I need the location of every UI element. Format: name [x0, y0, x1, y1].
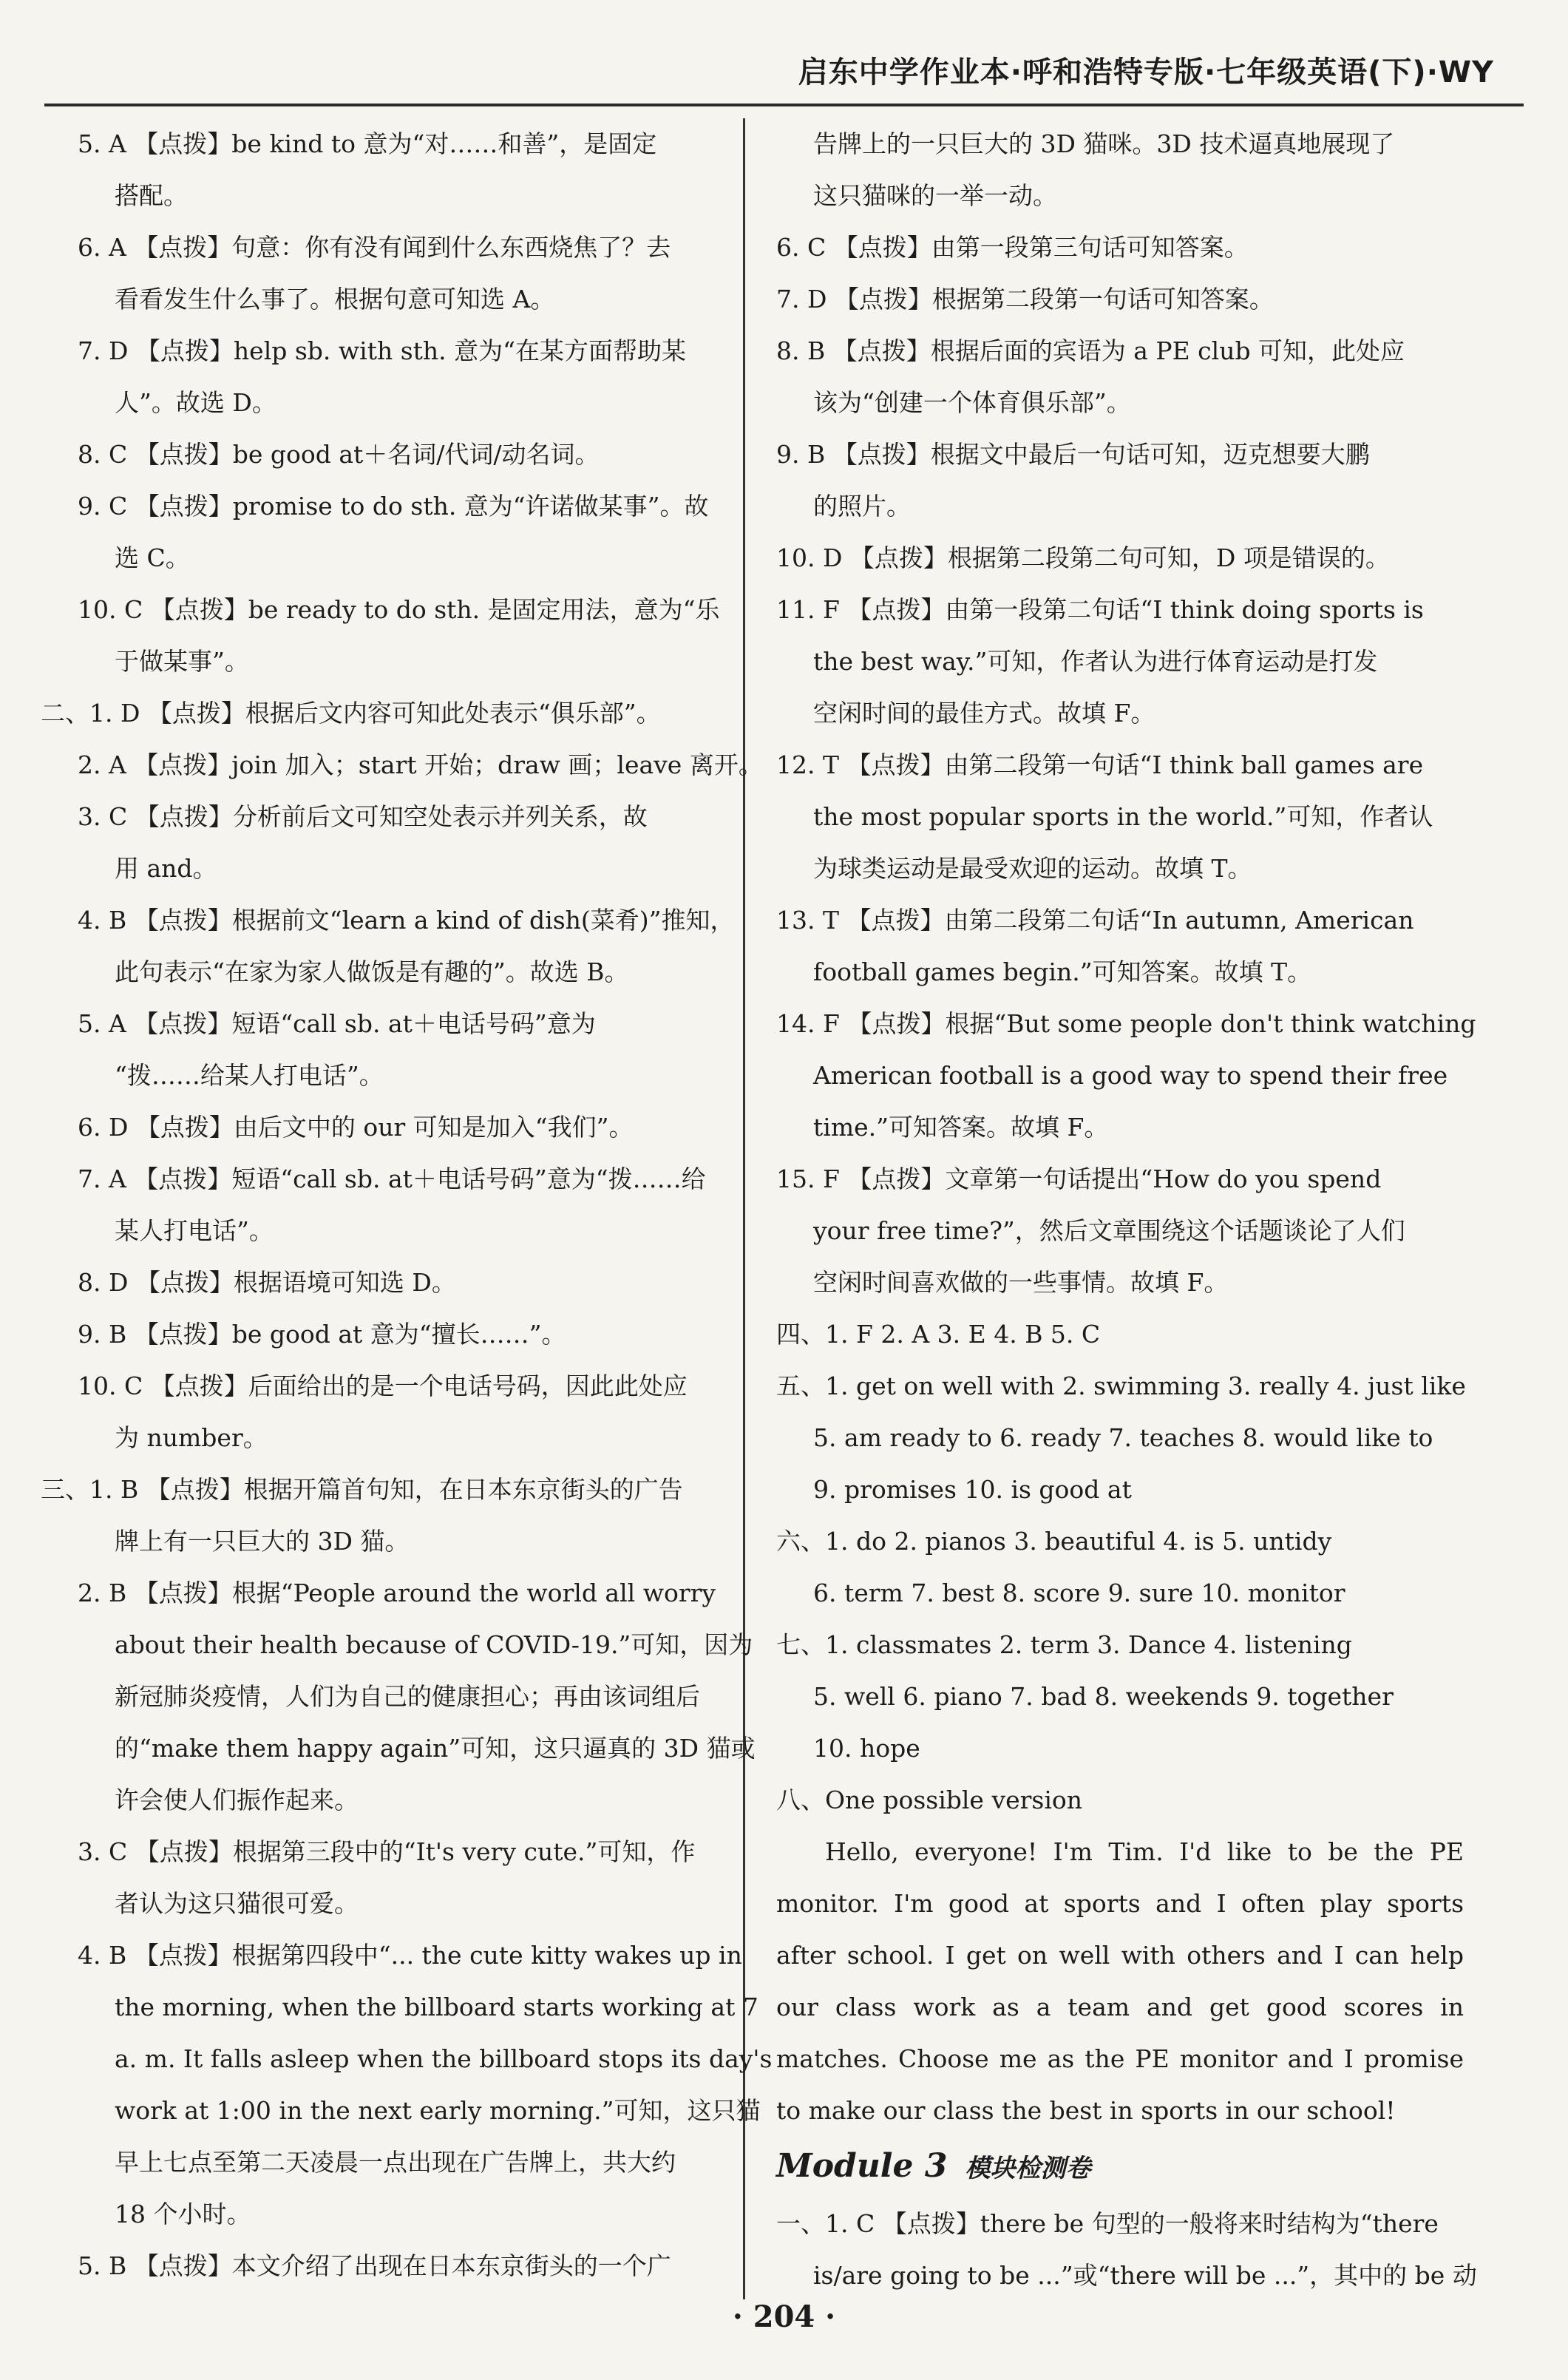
- answer-line: 5. B 【点拨】本文介绍了出现在日本东京街头的一个广: [78, 2251, 671, 2280]
- answer-line: 人”。故选 D。: [115, 388, 276, 417]
- answer-line: 6. term 7. best 8. score 9. sure 10. monitor: [813, 1579, 1345, 1607]
- answer-line: 11. F 【点拨】由第一段第二句话“I think doing sports is: [776, 595, 1424, 624]
- answer-line: football games begin.”可知答案。故填 T。: [813, 957, 1312, 986]
- answer-line: 新冠肺炎疫情，人们为自己的健康担心；再由该词组后: [115, 1682, 700, 1711]
- answer-line: 二、1. D 【点拨】根据后文内容可知此处表示“俱乐部”。: [41, 699, 661, 728]
- answer-line: 某人打电话”。: [115, 1216, 274, 1245]
- sample-essay: [776, 1826, 1464, 2137]
- answer-line: 该为“创建一个体育俱乐部”。: [813, 388, 1131, 417]
- answer-line: 的照片。: [813, 492, 911, 521]
- answer-line: 的“make them happy again”可知，这只逼真的 3D 猫或: [115, 1734, 756, 1763]
- answer-line: 8. B 【点拨】根据后面的宾语为 a PE club 可知，此处应: [776, 336, 1405, 365]
- answer-line: your free time?”，然后文章围绕这个话题谈论了人们: [813, 1216, 1405, 1245]
- answer-line: 4. B 【点拨】根据前文“learn a kind of dish(菜肴)”推知，: [78, 906, 735, 935]
- answer-line: 5. A 【点拨】短语“call sb. at＋电话号码”意为: [78, 1009, 596, 1038]
- answer-line: 15. F 【点拨】文章第一句话提出“How do you spend: [776, 1164, 1382, 1193]
- answer-line: 10. C 【点拨】be ready to do sth. 是固定用法，意为“乐: [78, 595, 720, 624]
- answer-line: 六、1. do 2. pianos 3. beautiful 4. is 5. untidy: [776, 1527, 1332, 1556]
- answer-line: 10. C 【点拨】后面给出的是一个电话号码，因此此处应: [78, 1372, 688, 1400]
- answer-line: 10. D 【点拨】根据第二段第二句可知，D 项是错误的。: [776, 543, 1390, 572]
- answer-line: 6. C 【点拨】由第一段第三句话可知答案。: [776, 233, 1249, 262]
- answer-line: a. m. It falls asleep when the billboard stops its day's: [115, 2044, 773, 2073]
- answer-line: 13. T 【点拨】由第二段第二句话“In autumn, American: [776, 906, 1414, 935]
- answer-line: “拨……给某人打电话”。: [115, 1061, 384, 1090]
- answer-line: 7. D 【点拨】help sb. with sth. 意为“在某方面帮助某: [78, 336, 687, 365]
- answer-line: 空闲时间喜欢做的一些事情。故填 F。: [813, 1268, 1229, 1297]
- answer-line: 空闲时间的最佳方式。故填 F。: [813, 699, 1155, 728]
- answer-line: 10. hope: [813, 1734, 920, 1763]
- answer-line: 四、1. F 2. A 3. E 4. B 5. C: [776, 1320, 1101, 1349]
- essay-text: Hello, everyone! I'm Tim. I'd like to be the PE monitor. I'm good at sports and I often play sports after school. I get on well with others and I can help our class work as a team and get good scores in matches. Choose me as the PE monitor and I promise to make our class the best in sports in our school!: [776, 1837, 1464, 2125]
- answer-line: 看看发生什么事了。根据句意可知选 A。: [115, 285, 555, 313]
- answer-line: 8. C 【点拨】be good at＋名词/代词/动名词。: [78, 440, 600, 469]
- answer-line: about their health because of COVID-19.”可知，因为: [115, 1630, 753, 1659]
- answer-line: 5. well 6. piano 7. bad 8. weekends 9. together: [813, 1682, 1394, 1711]
- answer-line: 9. C 【点拨】promise to do sth. 意为“许诺做某事”。故: [78, 492, 709, 521]
- answer-line: 5. A 【点拨】be kind to 意为“对……和善”，是固定: [78, 129, 657, 158]
- module-subtitle: 模块检测卷: [965, 2154, 1091, 2183]
- answer-line: 2. B 【点拨】根据“People around the world all worry: [78, 1579, 716, 1607]
- answer-line: 牌上有一只巨大的 3D 猫。: [115, 1527, 410, 1556]
- answer-line: the most popular sports in the world.”可知，作者认: [813, 802, 1433, 831]
- answer-line: time.”可知答案。故填 F。: [813, 1113, 1109, 1142]
- answer-line: 6. D 【点拨】由后文中的 our 可知是加入“我们”。: [78, 1113, 634, 1142]
- answer-line: 三、1. B 【点拨】根据开篇首句知，在日本东京街头的广告: [41, 1475, 683, 1504]
- answer-line: 6. A 【点拨】句意：你有没有闻到什么东西烧焦了？去: [78, 233, 671, 262]
- module-title: Module 3: [776, 2147, 948, 2185]
- answer-line: 于做某事”。: [115, 647, 249, 676]
- answer-line: 者认为这只猫很可爱。: [115, 1889, 359, 1918]
- answer-line: 早上七点至第二天凌晨一点出现在广告牌上，共大约: [115, 2148, 676, 2177]
- answer-line: the best way.”可知，作者认为进行体育运动是打发: [813, 647, 1378, 676]
- answer-line: is/are going to be ...”或“there will be ...”，其中的 be 动: [813, 2261, 1477, 2290]
- answer-line: 9. B 【点拨】根据文中最后一句话可知，迈克想要大鹏: [776, 440, 1370, 469]
- answer-line: 4. B 【点拨】根据第四段中“... the cute kitty wakes up in: [78, 1941, 742, 1970]
- answer-line: 选 C。: [115, 543, 190, 572]
- module-heading: [776, 2137, 1464, 2198]
- answer-line: 7. D 【点拨】根据第二段第一句话可知答案。: [776, 285, 1274, 313]
- answer-line: 2. A 【点拨】join 加入；start 开始；draw 画；leave 离开。: [78, 750, 763, 779]
- answer-line: American football is a good way to spend their free: [813, 1061, 1448, 1090]
- answer-line: 3. C 【点拨】根据第三段中的“It's very cute.”可知，作: [78, 1837, 696, 1866]
- answer-line: 7. A 【点拨】短语“call sb. at＋电话号码”意为“拨……给: [78, 1164, 706, 1193]
- page-number: · 204 ·: [732, 2299, 836, 2334]
- answer-line: 这只猫咪的一举一动。: [813, 181, 1057, 210]
- answer-line: 搭配。: [115, 181, 188, 210]
- answer-line: 5. am ready to 6. ready 7. teaches 8. would like to: [813, 1423, 1433, 1452]
- answer-line: 五、1. get on well with 2. swimming 3. really 4. just like: [776, 1372, 1466, 1400]
- answer-line: 14. F 【点拨】根据“But some people don't think watching: [776, 1009, 1476, 1038]
- answer-line: 9. promises 10. is good at: [813, 1475, 1132, 1504]
- answer-line: 一、1. C 【点拨】there be 句型的一般将来时结构为“there: [776, 2209, 1439, 2238]
- answer-line: 告牌上的一只巨大的 3D 猫咪。3D 技术逼真地展现了: [813, 129, 1395, 158]
- answer-line: 七、1. classmates 2. term 3. Dance 4. listening: [776, 1630, 1352, 1659]
- answer-line: 许会使人们振作起来。: [115, 1786, 359, 1814]
- answer-line: 3. C 【点拨】分析前后文可知空处表示并列关系，故: [78, 802, 648, 831]
- answer-line: work at 1:00 in the next early morning.”可知，这只猫: [115, 2096, 761, 2125]
- answer-line: 此句表示“在家为家人做饭是有趣的”。故选 B。: [115, 957, 629, 986]
- answer-line: 为 number。: [115, 1423, 268, 1452]
- answer-line: 18 个小时。: [115, 2200, 251, 2228]
- left-column: [41, 118, 773, 2299]
- answer-line: 用 and。: [115, 854, 217, 883]
- answer-line: 为球类运动是最受欢迎的运动。故填 T。: [813, 854, 1252, 883]
- answer-line: 八、One possible version: [776, 1786, 1082, 1814]
- answer-line: 12. T 【点拨】由第二段第一句话“I think ball games are: [776, 750, 1424, 779]
- right-column: [776, 118, 1477, 2302]
- answer-line: 9. B 【点拨】be good at 意为“擅长……”。: [78, 1320, 566, 1349]
- page-header: [44, 44, 1524, 106]
- header-title: 启东中学作业本·呼和浩特专版·七年级英语(下)·WY: [798, 55, 1494, 89]
- answer-line: the morning, when the billboard starts working at 7: [115, 1993, 758, 2021]
- answer-line: 8. D 【点拨】根据语境可知选 D。: [78, 1268, 456, 1297]
